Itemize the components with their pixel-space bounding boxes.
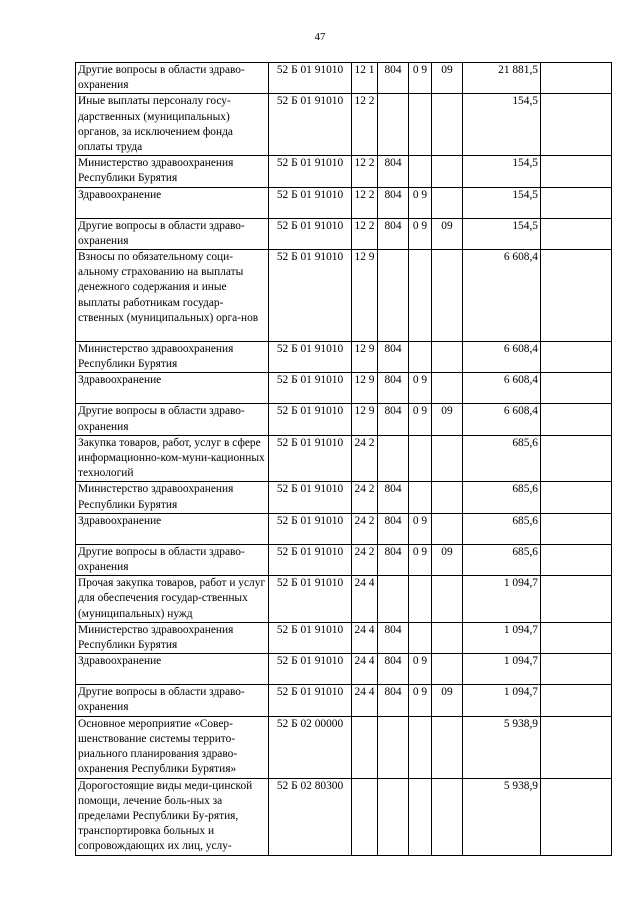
amount: 21 881,5 bbox=[463, 63, 541, 94]
section-code: 0 9 bbox=[409, 187, 432, 218]
administrator-code: 804 bbox=[378, 654, 409, 685]
administrator-code: 804 bbox=[378, 404, 409, 435]
amount: 154,5 bbox=[463, 94, 541, 156]
target-article-code: 52 Б 01 91010 bbox=[269, 63, 352, 94]
row-name: Другие вопросы в области здраво-охранения bbox=[76, 544, 269, 575]
table-row bbox=[76, 544, 612, 575]
amount: 154,5 bbox=[463, 187, 541, 218]
administrator-code: 804 bbox=[378, 513, 409, 544]
section-code bbox=[409, 94, 432, 156]
expense-type-code: 24 2 bbox=[352, 482, 378, 513]
empty-cell bbox=[541, 778, 612, 855]
row-name: Здравоохранение bbox=[76, 373, 269, 404]
amount: 5 938,9 bbox=[463, 778, 541, 855]
amount: 1 094,7 bbox=[463, 654, 541, 685]
target-article-code: 52 Б 01 91010 bbox=[269, 187, 352, 218]
administrator-code: 804 bbox=[378, 156, 409, 187]
row-name: Здравоохранение bbox=[76, 187, 269, 218]
table-row bbox=[76, 622, 612, 653]
target-article-code: 52 Б 01 91010 bbox=[269, 373, 352, 404]
administrator-code: 804 bbox=[378, 187, 409, 218]
expense-type-code: 24 2 bbox=[352, 513, 378, 544]
administrator-code bbox=[378, 94, 409, 156]
amount: 685,6 bbox=[463, 482, 541, 513]
empty-cell bbox=[541, 482, 612, 513]
table-row bbox=[76, 156, 612, 187]
administrator-code: 804 bbox=[378, 63, 409, 94]
section-code: 0 9 bbox=[409, 404, 432, 435]
administrator-code: 804 bbox=[378, 373, 409, 404]
table-row bbox=[76, 187, 612, 218]
empty-cell bbox=[541, 63, 612, 94]
expense-type-code: 24 4 bbox=[352, 576, 378, 623]
table-row bbox=[76, 778, 612, 855]
administrator-code bbox=[378, 778, 409, 855]
table-row bbox=[76, 576, 612, 623]
expense-type-code bbox=[352, 778, 378, 855]
target-article-code: 52 Б 01 91010 bbox=[269, 156, 352, 187]
empty-cell bbox=[541, 187, 612, 218]
row-name: Прочая закупка товаров, работ и услуг для обеспечения государ-ственных (муниципальных) нужд bbox=[76, 576, 269, 623]
section-code bbox=[409, 716, 432, 778]
administrator-code: 804 bbox=[378, 622, 409, 653]
section-code bbox=[409, 576, 432, 623]
subsection-code: 09 bbox=[432, 218, 463, 249]
empty-cell bbox=[541, 622, 612, 653]
target-article-code: 52 Б 01 91010 bbox=[269, 218, 352, 249]
subsection-code bbox=[432, 373, 463, 404]
row-name: Здравоохранение bbox=[76, 513, 269, 544]
subsection-code bbox=[432, 716, 463, 778]
subsection-code bbox=[432, 94, 463, 156]
amount: 685,6 bbox=[463, 435, 541, 482]
amount: 154,5 bbox=[463, 156, 541, 187]
target-article-code: 52 Б 01 91010 bbox=[269, 513, 352, 544]
subsection-code: 09 bbox=[432, 544, 463, 575]
expense-type-code: 12 9 bbox=[352, 342, 378, 373]
section-code bbox=[409, 342, 432, 373]
expense-type-code: 24 2 bbox=[352, 435, 378, 482]
target-article-code: 52 Б 01 91010 bbox=[269, 482, 352, 513]
row-name: Другие вопросы в области здраво-охранения bbox=[76, 404, 269, 435]
amount: 1 094,7 bbox=[463, 622, 541, 653]
amount: 685,6 bbox=[463, 513, 541, 544]
administrator-code bbox=[378, 435, 409, 482]
section-code: 0 9 bbox=[409, 373, 432, 404]
row-name: Другие вопросы в области здраво-охранения bbox=[76, 685, 269, 716]
subsection-code: 09 bbox=[432, 63, 463, 94]
target-article-code: 52 Б 01 91010 bbox=[269, 404, 352, 435]
amount: 1 094,7 bbox=[463, 576, 541, 623]
empty-cell bbox=[541, 94, 612, 156]
administrator-code: 804 bbox=[378, 482, 409, 513]
subsection-code bbox=[432, 778, 463, 855]
row-name: Другие вопросы в области здраво-охранения bbox=[76, 218, 269, 249]
empty-cell bbox=[541, 156, 612, 187]
expense-type-code: 12 1 bbox=[352, 63, 378, 94]
target-article-code: 52 Б 01 91010 bbox=[269, 250, 352, 342]
subsection-code bbox=[432, 576, 463, 623]
page-number: 47 bbox=[314, 31, 326, 43]
section-code: 0 9 bbox=[409, 63, 432, 94]
subsection-code bbox=[432, 513, 463, 544]
subsection-code bbox=[432, 435, 463, 482]
amount: 6 608,4 bbox=[463, 250, 541, 342]
row-name: Закупка товаров, работ, услуг в сфере информационно-ком-муни-кационных технологий bbox=[76, 435, 269, 482]
empty-cell bbox=[541, 654, 612, 685]
section-code: 0 9 bbox=[409, 685, 432, 716]
target-article-code: 52 Б 01 91010 bbox=[269, 544, 352, 575]
administrator-code bbox=[378, 250, 409, 342]
empty-cell bbox=[541, 250, 612, 342]
section-code: 0 9 bbox=[409, 513, 432, 544]
table-row bbox=[76, 654, 612, 685]
target-article-code: 52 Б 01 91010 bbox=[269, 576, 352, 623]
row-name: Дорогостоящие виды меди-цинской помощи, лечение боль-ных за пределами Республики Бу-рятия, транспортировка больных и сопровождающих их лиц, услу- bbox=[76, 778, 269, 855]
section-code: 0 9 bbox=[409, 654, 432, 685]
expense-type-code: 12 2 bbox=[352, 156, 378, 187]
administrator-code bbox=[378, 576, 409, 623]
target-article-code: 52 Б 01 91010 bbox=[269, 435, 352, 482]
expense-type-code: 24 4 bbox=[352, 685, 378, 716]
table-row bbox=[76, 94, 612, 156]
amount: 1 094,7 bbox=[463, 685, 541, 716]
empty-cell bbox=[541, 685, 612, 716]
section-code bbox=[409, 778, 432, 855]
row-name: Другие вопросы в области здраво-охранения bbox=[76, 63, 269, 94]
table-row bbox=[76, 342, 612, 373]
subsection-code bbox=[432, 250, 463, 342]
table-row bbox=[76, 218, 612, 249]
administrator-code bbox=[378, 716, 409, 778]
amount: 6 608,4 bbox=[463, 373, 541, 404]
empty-cell bbox=[541, 716, 612, 778]
amount: 6 608,4 bbox=[463, 342, 541, 373]
section-code bbox=[409, 435, 432, 482]
amount: 154,5 bbox=[463, 218, 541, 249]
target-article-code: 52 Б 01 91010 bbox=[269, 94, 352, 156]
amount: 5 938,9 bbox=[463, 716, 541, 778]
expense-type-code: 24 4 bbox=[352, 654, 378, 685]
table-row bbox=[76, 63, 612, 94]
section-code bbox=[409, 156, 432, 187]
expense-type-code: 12 2 bbox=[352, 218, 378, 249]
table-row bbox=[76, 250, 612, 342]
subsection-code bbox=[432, 654, 463, 685]
empty-cell bbox=[541, 576, 612, 623]
subsection-code bbox=[432, 482, 463, 513]
amount: 6 608,4 bbox=[463, 404, 541, 435]
target-article-code: 52 Б 01 91010 bbox=[269, 685, 352, 716]
table-row bbox=[76, 435, 612, 482]
expense-type-code: 24 4 bbox=[352, 622, 378, 653]
administrator-code: 804 bbox=[378, 218, 409, 249]
empty-cell bbox=[541, 513, 612, 544]
table-row bbox=[76, 685, 612, 716]
row-name: Министерство здравоохранения Республики Бурятия bbox=[76, 482, 269, 513]
subsection-code: 09 bbox=[432, 685, 463, 716]
expense-type-code: 12 9 bbox=[352, 404, 378, 435]
row-name: Основное мероприятие «Совер-шенствование системы террито-риального планирования здраво-охранения Республики Бурятия» bbox=[76, 716, 269, 778]
target-article-code: 52 Б 01 91010 bbox=[269, 342, 352, 373]
section-code: 0 9 bbox=[409, 544, 432, 575]
subsection-code bbox=[432, 622, 463, 653]
expense-type-code: 12 9 bbox=[352, 373, 378, 404]
subsection-code bbox=[432, 187, 463, 218]
expense-type-code: 12 9 bbox=[352, 250, 378, 342]
table-row bbox=[76, 404, 612, 435]
table-row bbox=[76, 513, 612, 544]
section-code bbox=[409, 482, 432, 513]
section-code bbox=[409, 622, 432, 653]
administrator-code: 804 bbox=[378, 544, 409, 575]
row-name: Иные выплаты персоналу госу-дарственных (муниципальных) органов, за исключением фонда оплаты труда bbox=[76, 94, 269, 156]
empty-cell bbox=[541, 342, 612, 373]
expense-type-code: 24 2 bbox=[352, 544, 378, 575]
section-code bbox=[409, 250, 432, 342]
row-name: Министерство здравоохранения Республики Бурятия bbox=[76, 342, 269, 373]
table-row bbox=[76, 482, 612, 513]
empty-cell bbox=[541, 404, 612, 435]
administrator-code: 804 bbox=[378, 342, 409, 373]
administrator-code: 804 bbox=[378, 685, 409, 716]
subsection-code bbox=[432, 156, 463, 187]
empty-cell bbox=[541, 435, 612, 482]
target-article-code: 52 Б 02 80300 bbox=[269, 778, 352, 855]
empty-cell bbox=[541, 373, 612, 404]
target-article-code: 52 Б 01 91010 bbox=[269, 622, 352, 653]
row-name: Министерство здравоохранения Республики Бурятия bbox=[76, 156, 269, 187]
target-article-code: 52 Б 01 91010 bbox=[269, 654, 352, 685]
target-article-code: 52 Б 02 00000 bbox=[269, 716, 352, 778]
table-body bbox=[76, 63, 612, 856]
expense-type-code: 12 2 bbox=[352, 94, 378, 156]
row-name: Здравоохранение bbox=[76, 654, 269, 685]
row-name: Министерство здравоохранения Республики Бурятия bbox=[76, 622, 269, 653]
expense-type-code: 12 2 bbox=[352, 187, 378, 218]
table-row bbox=[76, 373, 612, 404]
section-code: 0 9 bbox=[409, 218, 432, 249]
empty-cell bbox=[541, 544, 612, 575]
empty-cell bbox=[541, 218, 612, 249]
amount: 685,6 bbox=[463, 544, 541, 575]
subsection-code: 09 bbox=[432, 404, 463, 435]
budget-table bbox=[75, 62, 612, 856]
table-row bbox=[76, 716, 612, 778]
row-name: Взносы по обязательному соци-альному страхованию на выплаты денежного содержания и иные выплаты работникам государ-ственных (муниципальных) орга-нов bbox=[76, 250, 269, 342]
expense-type-code bbox=[352, 716, 378, 778]
subsection-code bbox=[432, 342, 463, 373]
